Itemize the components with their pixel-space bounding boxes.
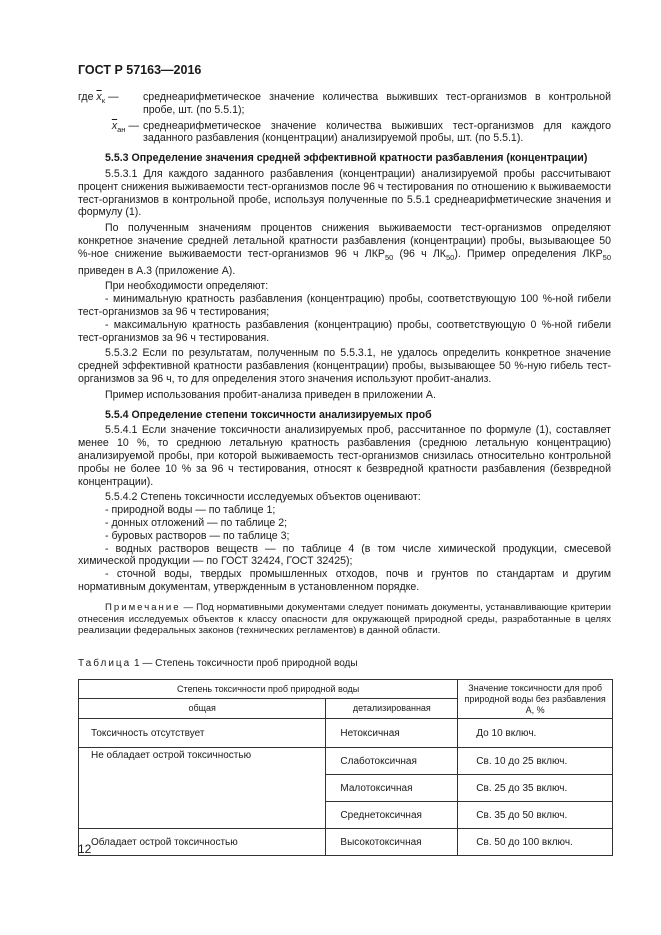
list-item: - сточной воды, твердых промышленных отходов, почв и грунтов по стандартам и другим нормативным документам, утвержденным в установленном порядке.: [78, 568, 611, 593]
cell-value: Св. 35 до 50 включ.: [458, 802, 613, 829]
page-number: 12: [78, 842, 92, 856]
list-item: - минимальную кратность разбавления (концентрацию) пробы, соответствующую 100 %-ной гибели тест-организмов за 96 ч тестирования;: [78, 293, 611, 319]
definition-text: среднеарифметическое значение количества выживших тест-организмов в контрольной пробе, шт. (по 5.5.1);: [143, 91, 611, 116]
paragraph: 5.5.3.2 Если по результатам, полученным по 5.5.3.1, не удалось определить конкретное значение средней эффективной кратности разбавления (концентрации) пробы, вызывающее 50 %-ную гибель тест-организмов за 96 ч, то для определения этого значения используют пробит-анализ.: [78, 347, 611, 386]
table-row: [79, 748, 613, 775]
cell-value: Св. 10 до 25 включ.: [458, 748, 613, 775]
list-item: - природной воды — по таблице 1;: [105, 504, 276, 517]
paragraph: 5.5.3.1 Для каждого заданного разбавления (концентрации) анализируемой пробы рассчитывают процент снижения выживаемости тест-организмов после 96 ч тестирования по отношению к выживаемости тест-организмов в контрольной пробе, используя полученные по 5.5.1 среднеарифметические значения и формулу (1).: [78, 167, 611, 219]
cell-detail: Слаботоксичная: [326, 748, 458, 775]
paragraph: 5.5.4.2 Степень токсичности исследуемых объектов оценивают:: [105, 491, 421, 504]
list-item: - максимальную кратность разбавления (концентрацию) пробы, соответствующую 0 %-ной гибели тест-организмов за 96 ч тестирования.: [78, 318, 611, 344]
table-header-group: Степень токсичности проб природной воды: [79, 680, 458, 699]
table-row: [79, 719, 613, 748]
cell-value: Св. 25 до 35 включ.: [458, 775, 613, 802]
table-caption: Таблица 1 — Степень токсичности проб природной воды: [78, 658, 358, 669]
cell-detail: Высокотоксичная: [326, 829, 458, 856]
cell-general: Обладает острой токсичностью: [79, 829, 326, 856]
table-header-detailed: детализированная: [326, 699, 458, 719]
paragraph: Пример использования пробит-анализа приведен в приложении А.: [105, 388, 436, 401]
cell-value: Св. 50 до 100 включ.: [458, 829, 613, 856]
cell-general: Токсичность отсутствует: [79, 719, 326, 748]
list-item: - буровых растворов — по таблице 3;: [105, 529, 290, 542]
definition-xan: $\overline{x}_{ан}$ — среднеарифметическое значение количества выживших тест-организмов для каждого заданного разбавления (концентрации) анализируемой пробы, шт. (по 5.5.1).: [111, 119, 611, 145]
definition-xk: где $\overline{x}_к$ — среднеарифметическое значение количества выживших тест-организмов в контрольной пробе, шт. (по 5.5.1);: [78, 91, 611, 116]
paragraph: 5.5.4.1 Если значение токсичности анализируемых проб, рассчитанное по формуле (1), составляет менее 10 %, то среднюю летальную кратность разбавления (среднюю летальную концентрацию) анализируемой пробы, при которой выживаемость тест-организмов снизилась относительно контрольной пробы не более 10 % за 96 ч тестирования, относят к безвредной кратности разбавления (безвредной концентрации).: [78, 424, 611, 488]
paragraph: По полученным значениям процентов снижения выживаемости тест-организмов определяют конкретное значение средней летальной кратности разбавления (концентрации) пробы, вызывающее 50 %-ное снижение выживаемости тест-организмов 96 ч $ЛКР_{50}$ (96 ч $ЛК_{50}$). Пример определения $ЛКР_{50}$ приведен в А.3 (приложение А).: [78, 222, 611, 277]
cell-detail: Нетоксичная: [326, 719, 458, 748]
document-body: [78, 91, 611, 637]
list-item: - водных растворов веществ — по таблице 4 (в том числе химической продукции, смесевой химической продукции — по ГОСТ 32424, ГОСТ 32425);: [78, 542, 611, 568]
formula-symbol: $\overline{x}$: [111, 119, 118, 132]
cell-value: До 10 включ.: [458, 719, 613, 748]
table-header-general: общая: [79, 699, 326, 719]
table-header-value: Значение токсичности для проб природной воды без разбавления А, %: [458, 680, 613, 719]
cell-detail: Малотоксичная: [326, 775, 458, 802]
paragraph: При необходимости определяют:: [105, 280, 269, 293]
note: Примечание — Под нормативными документами следует понимать документы, устанавливающие критерии отнесения исследуемых объектов к классу опасности для окружающей природной среды, разработанные в целях реализации федеральных законов (технических регламентов) в данной области.: [78, 601, 611, 637]
table-row: [79, 829, 613, 856]
list-item: - донных отложений — по таблице 2;: [105, 517, 288, 530]
toxicity-table: [78, 679, 613, 856]
formula-symbol: $\overline{x}$: [96, 91, 102, 103]
definition-text: среднеарифметическое значение количества выживших тест-организмов для каждого заданного разбавления (концентрации) анализируемой пробы, шт. (по 5.5.1).: [143, 119, 611, 145]
cell-general: Не обладает острой токсичностью: [79, 748, 326, 829]
document-header: ГОСТ Р 57163—2016: [78, 63, 202, 77]
section-title-5-5-3: 5.5.3 Определение значения средней эффективной кратности разбавления (концентрации): [105, 152, 588, 165]
section-title-5-5-4: 5.5.4 Определение степени токсичности анализируемых проб: [105, 408, 432, 421]
cell-detail: Среднетоксичная: [326, 802, 458, 829]
note-label: Примечание: [105, 601, 181, 613]
